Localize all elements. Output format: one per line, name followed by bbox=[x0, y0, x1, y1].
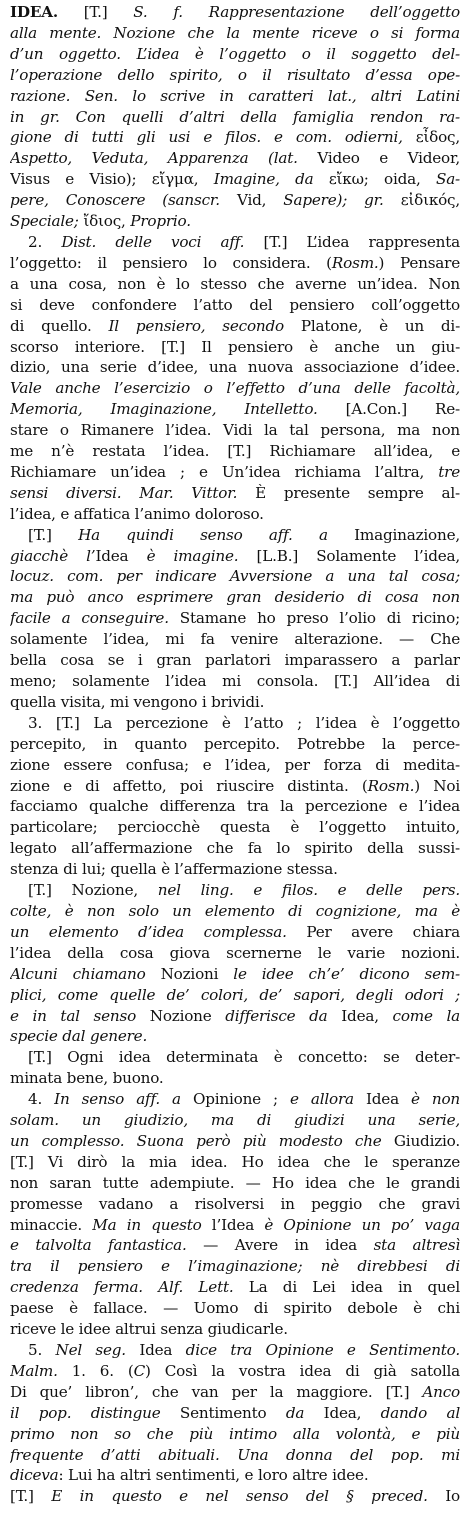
text-segment: l’idea della cosa giova scernerne le varie nozioni. bbox=[10, 943, 460, 962]
text-segment: [T.] bbox=[28, 525, 79, 544]
text-line bbox=[10, 1047, 460, 1068]
text-segment: particolare; perciocchè questa è l’oggetto intuito, bbox=[10, 818, 460, 837]
text-segment: Per avere chiara bbox=[286, 922, 460, 941]
text-segment: sta altresì bbox=[373, 1236, 460, 1255]
text-line bbox=[10, 107, 460, 128]
text-segment: e in tal senso bbox=[10, 1006, 137, 1025]
text-segment: εἴκω; oida, bbox=[313, 170, 436, 189]
text-segment: e allora bbox=[290, 1090, 354, 1109]
text-segment: minata bene, buono. bbox=[10, 1069, 164, 1088]
text-segment: Sa- bbox=[436, 170, 460, 189]
text-segment: le idee ch’e’ dicono sem- bbox=[233, 964, 460, 983]
text-segment: un elemento d’idea complessa. bbox=[10, 922, 287, 941]
text-segment: Io bbox=[427, 1487, 460, 1506]
text-line bbox=[10, 357, 460, 378]
text-line bbox=[10, 211, 460, 232]
text-line bbox=[10, 399, 460, 420]
text-segment: S. f. Rappresentazione dell’oggetto bbox=[133, 3, 460, 21]
text-line bbox=[10, 1486, 460, 1507]
text-segment: Alcuni chiamano bbox=[10, 964, 146, 983]
text-segment: scorso interiore. [T.] Il pensiero è anche un giu- bbox=[10, 337, 460, 356]
text-line bbox=[10, 629, 460, 650]
text-segment: plici, come quelle de’ colori, de’ sapori, degli odori ; bbox=[10, 985, 460, 1004]
text-line bbox=[10, 1089, 460, 1110]
text-segment: da bbox=[285, 1403, 305, 1422]
text-segment: stare o Rimanere l’idea. Vidi la tal persona, ma non bbox=[10, 421, 460, 440]
text-segment: dizio, una serie d’idee, una nuova associazione d’idee. bbox=[10, 358, 460, 377]
text-segment: Idea, bbox=[327, 1006, 393, 1025]
text-segment: in gr. Con quelli d’altri della famiglia rendon ra- bbox=[10, 107, 460, 126]
text-segment: 1. 6. ( bbox=[57, 1361, 134, 1380]
text-segment: stenza di lui; quella è l’affermazione stessa. bbox=[10, 860, 338, 879]
text-line bbox=[10, 859, 460, 880]
text-segment: Opinione ; bbox=[180, 1090, 291, 1109]
text-line bbox=[10, 1382, 460, 1403]
text-line bbox=[10, 483, 460, 504]
text-line bbox=[10, 274, 460, 295]
text-line bbox=[10, 734, 460, 755]
text-segment: l’oggetto: il pensiero lo considera. ( bbox=[10, 253, 332, 272]
text-segment: Memoria, Imaginazione, Intelletto. bbox=[10, 400, 318, 419]
text-segment: a una cosa, non è lo stesso che averne un’idea. Non bbox=[10, 274, 460, 293]
text-line bbox=[10, 1403, 460, 1424]
text-segment: Di que’ libron’, che van per la maggiore. [T.] bbox=[10, 1382, 423, 1401]
text-line bbox=[10, 1277, 460, 1298]
text-segment: [T.] L’idea rappresenta bbox=[244, 232, 460, 251]
text-segment: Stamane ho preso l’olio di ricino; bbox=[168, 609, 460, 628]
text-line bbox=[10, 943, 460, 964]
text-segment: ) Noi bbox=[414, 776, 460, 795]
text-segment: dando al bbox=[380, 1403, 460, 1422]
text-line bbox=[10, 1298, 460, 1319]
text-segment: 4. bbox=[28, 1090, 55, 1109]
text-segment: alla mente. Nozione che la mente riceve o si forma bbox=[10, 23, 460, 42]
text-segment: Visus e Visio); εἴγμα, bbox=[10, 170, 214, 189]
text-segment: sensi diversi. Mar. Vittor. bbox=[10, 483, 238, 502]
text-line bbox=[10, 546, 460, 567]
text-line bbox=[10, 1173, 460, 1194]
text-segment: promesse vadano a risolversi in peggio che gravi bbox=[10, 1194, 460, 1213]
text-line bbox=[10, 127, 460, 148]
text-segment: Rosm. bbox=[331, 253, 379, 272]
text-line bbox=[10, 169, 460, 190]
text-segment: C bbox=[133, 1361, 145, 1380]
text-line bbox=[10, 1256, 460, 1277]
text-line bbox=[10, 65, 460, 86]
text-line bbox=[10, 650, 460, 671]
text-segment: [T.] Ogni idea determinata è concetto: se deter- bbox=[28, 1048, 460, 1067]
text-segment: 5. bbox=[28, 1341, 56, 1359]
text-segment: [T.] bbox=[57, 3, 134, 21]
text-line bbox=[10, 985, 460, 1006]
text-segment: Nozioni bbox=[145, 964, 234, 983]
text-segment: specie dal genere. bbox=[10, 1027, 148, 1046]
text-line bbox=[10, 1068, 460, 1089]
text-segment: primo non so che più intimo alla volontà, e più bbox=[10, 1424, 460, 1443]
text-line bbox=[10, 880, 460, 901]
text-segment: il pop. distingue bbox=[10, 1403, 161, 1422]
text-segment: l’idea, e affatica l’animo doloroso. bbox=[10, 504, 264, 523]
text-segment: l’operazione dello spirito, o il risultato d’essa ope- bbox=[10, 65, 460, 84]
text-line bbox=[10, 525, 460, 546]
text-segment: si deve confondere l’atto del pensiero coll’oggetto bbox=[10, 295, 460, 314]
text-segment: Vid, bbox=[219, 191, 284, 210]
text-segment: Malm. bbox=[10, 1361, 58, 1380]
text-segment: zione e di affetto, poi riuscire distinta. ( bbox=[10, 776, 368, 795]
text-line bbox=[10, 796, 460, 817]
text-line bbox=[10, 316, 460, 337]
text-line bbox=[10, 1235, 460, 1256]
text-segment: — Avere in idea bbox=[186, 1236, 374, 1255]
text-line bbox=[10, 504, 460, 525]
text-segment: [A.Con.] Re- bbox=[317, 400, 460, 419]
text-segment: Aspetto, Veduta, Apparenza (lat. bbox=[10, 149, 298, 168]
text-line bbox=[10, 337, 460, 358]
text-line bbox=[10, 776, 460, 797]
text-segment: Sentimento bbox=[160, 1403, 286, 1422]
text-segment: Vale anche l’esercizio o l’effetto d’una delle facoltà, bbox=[10, 379, 460, 398]
text-segment: Platone, è un di- bbox=[283, 316, 460, 335]
text-segment: Imagine, da bbox=[213, 170, 314, 189]
text-line bbox=[10, 1006, 460, 1027]
text-line bbox=[10, 713, 460, 734]
text-line bbox=[10, 587, 460, 608]
text-segment: bella cosa se i gran parlatori imparassero a parlar bbox=[10, 651, 460, 670]
text-segment: solam. un giudizio, ma di giudizi una serie, bbox=[10, 1111, 460, 1130]
text-segment: di quello. bbox=[10, 316, 109, 335]
text-segment: [T.] bbox=[10, 1487, 52, 1506]
text-segment: facciamo qualche differenza tra la percezione e l’idea bbox=[10, 797, 460, 816]
text-line bbox=[10, 462, 460, 483]
text-line bbox=[10, 2, 460, 23]
text-segment: Nel seg. bbox=[55, 1341, 126, 1359]
text-line bbox=[10, 23, 460, 44]
text-segment: solamente l’idea, mi fa venire alterazione. — Che bbox=[10, 630, 460, 649]
text-segment: 3. [T.] La percezione è l’atto ; l’idea è l’oggetto bbox=[28, 713, 460, 732]
text-segment: Richiamare un’idea ; e Un’idea richiama l’altra, bbox=[10, 462, 439, 481]
text-line bbox=[10, 1361, 460, 1382]
text-segment: Idea bbox=[353, 1090, 412, 1109]
text-segment: me n’è restata l’idea. [T.] Richiamare all’idea, e bbox=[10, 442, 460, 461]
text-segment: e talvolta fantastica. bbox=[10, 1236, 187, 1255]
text-segment: non saran tutte adempiute. — Ho idea che le grandi bbox=[10, 1173, 460, 1192]
text-segment: dice tra Opinione e Sentimento. bbox=[185, 1341, 460, 1359]
text-line bbox=[10, 692, 460, 713]
text-segment: colte, è non solo un elemento di cognizione, ma è bbox=[10, 901, 460, 920]
text-line bbox=[10, 1424, 460, 1445]
text-segment: [T.] Nozione, bbox=[28, 881, 158, 900]
text-segment: un complesso. Suona però più modesto che bbox=[10, 1131, 382, 1150]
text-line bbox=[10, 755, 460, 776]
text-line bbox=[10, 838, 460, 859]
text-segment: È presente sempre al- bbox=[237, 483, 460, 502]
text-line bbox=[10, 44, 460, 65]
text-segment: Proprio. bbox=[130, 212, 191, 231]
text-segment: meno; solamente l’idea mi consola. [T.] All’idea di bbox=[10, 672, 460, 690]
text-segment: razione. Sen. lo scrive in caratteri lat., altri Latini bbox=[10, 86, 460, 105]
text-segment: Idea bbox=[95, 546, 147, 565]
text-segment: 2. bbox=[28, 232, 62, 251]
text-line bbox=[10, 148, 460, 169]
text-segment: ἴδιος, bbox=[83, 212, 131, 231]
text-line bbox=[10, 1152, 460, 1173]
text-segment: paese è fallace. — Uomo di spirito debole è chi bbox=[10, 1299, 460, 1318]
text-segment: Video e Videor, bbox=[297, 149, 460, 168]
text-segment: minaccie. bbox=[10, 1215, 93, 1234]
text-line bbox=[10, 1131, 460, 1152]
text-segment: ma può anco esprimere gran desiderio di cosa non bbox=[10, 588, 460, 607]
text-line bbox=[10, 1110, 460, 1131]
text-segment: è non bbox=[411, 1090, 460, 1109]
text-segment: è imagine. bbox=[146, 546, 239, 565]
text-segment: Giudizio. bbox=[381, 1131, 460, 1150]
text-segment: Idea bbox=[125, 1341, 186, 1359]
text-segment: d’un oggetto. L’idea è l’oggetto o il soggetto del- bbox=[10, 44, 460, 63]
text-segment: quella visita, mi vengono i brividi. bbox=[10, 692, 265, 711]
text-segment: [L.B.] Solamente l’idea, bbox=[238, 546, 460, 565]
text-segment: : Lui ha altri sentimenti, e loro altre idee. bbox=[58, 1466, 369, 1485]
text-line bbox=[10, 441, 460, 462]
text-line bbox=[10, 1445, 460, 1466]
text-segment: come la bbox=[392, 1006, 460, 1025]
text-segment: Anco bbox=[422, 1382, 460, 1401]
text-segment: Imaginazione, bbox=[327, 525, 460, 544]
text-line bbox=[10, 566, 460, 587]
text-segment: Speciale; bbox=[10, 212, 84, 231]
text-line bbox=[10, 1026, 460, 1047]
text-segment: IDEA. bbox=[10, 3, 58, 21]
text-line bbox=[10, 1340, 460, 1361]
text-segment: Sapere); gr. bbox=[283, 191, 384, 210]
text-line bbox=[10, 1319, 460, 1340]
text-line bbox=[10, 901, 460, 922]
text-segment: ) Pensare bbox=[378, 253, 460, 272]
text-segment: Il pensiero, secondo bbox=[108, 316, 284, 335]
text-segment: Nozione bbox=[136, 1006, 226, 1025]
text-segment: percepito, in quanto percepito. Potrebbe la perce- bbox=[10, 734, 460, 753]
text-segment: Dist. delle voci aff. bbox=[61, 232, 245, 251]
text-segment: credenza ferma. Alf. Lett. bbox=[10, 1278, 234, 1297]
text-line bbox=[10, 86, 460, 107]
text-segment: gione di tutti gli usi e filos. e com. odierni, bbox=[10, 128, 416, 147]
text-line bbox=[10, 295, 460, 316]
text-segment: tre bbox=[438, 462, 460, 481]
text-line bbox=[10, 817, 460, 838]
text-segment: In senso aff. a bbox=[54, 1090, 181, 1109]
text-line bbox=[10, 1215, 460, 1236]
text-segment: riceve le idee altrui senza giudicarle. bbox=[10, 1320, 288, 1339]
text-segment: [T.] Vi dirò la mia idea. Ho idea che le speranze bbox=[10, 1152, 460, 1171]
text-segment: Ha quindi senso aff. a bbox=[78, 525, 328, 544]
text-segment: Ma in questo bbox=[92, 1215, 202, 1234]
text-segment: legato all’affermazione che fa lo spirito della sussi- bbox=[10, 839, 460, 858]
text-segment: Rosm. bbox=[367, 776, 415, 795]
text-line bbox=[10, 1194, 460, 1215]
text-segment: l’Idea bbox=[201, 1215, 265, 1234]
text-line bbox=[10, 1465, 460, 1486]
text-segment: ) Così la vostra idea di già satolla bbox=[145, 1361, 460, 1380]
text-line bbox=[10, 378, 460, 399]
text-segment: frequente d’atti abituali. Una donna del pop. mi bbox=[10, 1445, 460, 1464]
text-segment: tra il pensiero e l’imaginazione; nè direbbesi di bbox=[10, 1257, 460, 1276]
text-segment: La di Lei idea in quel bbox=[233, 1278, 460, 1297]
text-line bbox=[10, 922, 460, 943]
text-segment: pere, Conoscere (sanscr. bbox=[10, 191, 220, 210]
text-line bbox=[10, 671, 460, 692]
text-segment: locuz. com. per indicare Avversione a una tal cosa; bbox=[10, 567, 460, 586]
text-line bbox=[10, 420, 460, 441]
text-line bbox=[10, 190, 460, 211]
text-segment: Idea, bbox=[304, 1403, 381, 1422]
text-line bbox=[10, 232, 460, 253]
text-segment: zione essere confusa; e l’idea, per forza di medita- bbox=[10, 755, 460, 774]
text-segment: E in questo e nel senso del § preced. bbox=[51, 1487, 428, 1506]
text-segment: diceva bbox=[10, 1466, 59, 1485]
text-line bbox=[10, 608, 460, 629]
text-segment: facile a conseguire. bbox=[10, 609, 169, 628]
text-segment: è Opinione un po’ vaga bbox=[264, 1215, 460, 1234]
text-segment: εἰδικός, bbox=[383, 191, 460, 210]
text-segment: differisce da bbox=[225, 1006, 328, 1025]
text-segment: εἶδος, bbox=[415, 128, 460, 147]
text-segment: nel ling. e filos. e delle pers. bbox=[157, 881, 460, 900]
text-segment: giacchè l’ bbox=[10, 546, 96, 565]
text-line bbox=[10, 253, 460, 274]
text-line bbox=[10, 964, 460, 985]
